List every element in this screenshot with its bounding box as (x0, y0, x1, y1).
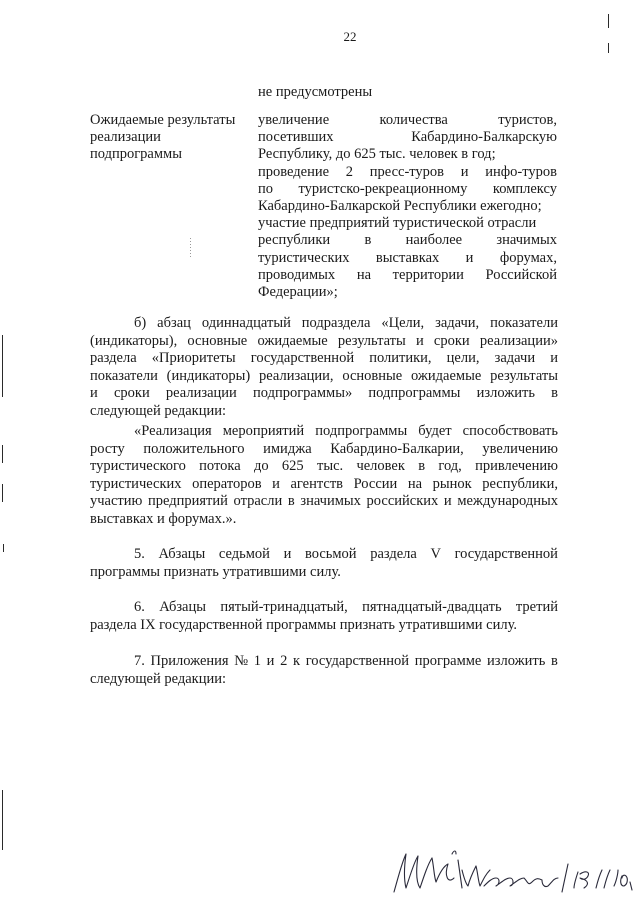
margin-mark (2, 484, 3, 502)
word: рынок (432, 475, 472, 492)
word: участию (90, 493, 143, 510)
word: 2 (280, 653, 288, 669)
word: республики, (482, 475, 558, 492)
word: к (292, 653, 301, 669)
word: показатели (90, 367, 158, 384)
word: реализации, (259, 367, 334, 384)
word: в (418, 458, 426, 475)
word: ожидаемые (411, 367, 482, 384)
word: 5. (134, 546, 145, 562)
paragraph-line (90, 385, 558, 402)
word: Российской (485, 266, 557, 283)
word: увеличение (258, 112, 330, 128)
word: и (272, 475, 280, 492)
word: результаты (337, 332, 406, 349)
word: задачи (494, 350, 536, 367)
word: Кабардино-Балкарии, (330, 440, 464, 457)
word: международных (457, 493, 558, 510)
word: российских (366, 493, 439, 510)
word: привлечению (475, 458, 558, 475)
word: 7. (134, 653, 145, 669)
word: и (460, 163, 469, 180)
word: и (443, 493, 452, 510)
word: выставках и форумах.». (90, 511, 237, 527)
item-line (90, 617, 517, 634)
value-line (258, 232, 557, 249)
value-line (258, 284, 338, 301)
margin-mark (2, 445, 3, 463)
word: подпрограммы» (253, 385, 353, 402)
word: потока (199, 458, 241, 475)
word: проведение (258, 163, 330, 180)
word: Абзацы (159, 599, 206, 615)
word: участие предприятий туристической отрасли (258, 215, 537, 232)
word: «Реализация (134, 423, 212, 439)
value-line (258, 146, 557, 163)
word: и (465, 249, 474, 266)
word: пресс-туров (369, 163, 445, 180)
word: «Приоритеты (151, 350, 236, 367)
word: в (551, 653, 558, 669)
paragraph-line (90, 368, 558, 385)
quote-line (90, 493, 558, 510)
word: год, (438, 458, 462, 475)
word: Кабардино-Балкарской Республики ежегодно; (258, 198, 542, 214)
word: цели, (446, 350, 480, 367)
word: отрасли (233, 493, 283, 510)
quote-line (90, 441, 558, 458)
margin-mark (2, 335, 3, 397)
word: одиннадцатый (201, 315, 291, 331)
word: комплексу (492, 180, 557, 197)
word: абзац (157, 315, 191, 331)
word: выставках (375, 249, 440, 266)
word: 625 (281, 458, 304, 475)
word: росту (90, 440, 125, 457)
word: по (258, 180, 274, 197)
quote-line (90, 476, 558, 493)
word: V (430, 546, 441, 562)
margin-mark (608, 43, 609, 53)
label-line: Ожидаемые результаты (90, 112, 236, 128)
value-line (258, 129, 557, 146)
word: республики (258, 232, 331, 249)
word: сроки (113, 385, 150, 402)
word: положительного (143, 440, 245, 457)
word: туристов, (498, 112, 557, 128)
word: увеличению (482, 440, 558, 457)
word: третий (515, 599, 558, 615)
word: 2 (345, 163, 354, 180)
word: операторов (192, 475, 262, 492)
label-line: подпрограммы (90, 146, 182, 162)
margin-mark (608, 14, 609, 28)
word: способствовать (462, 423, 558, 439)
word: 6. (134, 599, 145, 615)
word: № (234, 653, 249, 669)
word: б) (134, 315, 147, 331)
word: туристического (90, 458, 186, 475)
word: реализации» (479, 332, 558, 349)
quote-line (90, 511, 236, 528)
value-line (258, 112, 557, 129)
word: посетивших (258, 129, 334, 146)
word: Республику, до 625 тыс. человек в год; (258, 146, 496, 163)
word: основные (342, 367, 403, 384)
word: пятнадцатый-двадцать (362, 599, 502, 615)
word: государственной (250, 350, 355, 367)
item-line (90, 564, 341, 581)
paragraph-line (90, 333, 558, 350)
word: наиболее (405, 232, 463, 249)
word: России (353, 475, 398, 492)
word: задачи, (435, 315, 480, 331)
word: в (551, 385, 558, 402)
paragraph-line (90, 350, 558, 367)
scan-dots (190, 238, 191, 258)
word: человек (356, 458, 405, 475)
word: следующей редакции: (90, 670, 227, 687)
word: и (90, 385, 98, 402)
word: основные (187, 332, 248, 349)
word: «Цели, (381, 315, 425, 331)
value-line (258, 181, 557, 198)
word: подпрограммы (368, 385, 461, 402)
item-line (134, 546, 558, 563)
word: тыс. (316, 458, 344, 475)
value-line (258, 267, 557, 284)
item-line (134, 599, 558, 616)
word: на (407, 475, 423, 492)
word: раздела IX государственной программы признать утратившими силу. (90, 616, 518, 633)
value-line (258, 215, 557, 232)
word: количества (379, 112, 448, 128)
paragraph-line (134, 315, 558, 332)
word: следующей редакции: (90, 403, 227, 419)
word: 1 (253, 653, 261, 669)
word: показатели (490, 315, 558, 331)
word: будет (418, 423, 452, 439)
word: Кабардино-Балкарскую (411, 129, 557, 146)
word: Федерации»; (258, 284, 338, 300)
top-line: не предусмотрены (258, 84, 373, 100)
value-line (258, 250, 557, 267)
word: седьмой (218, 546, 270, 562)
word: мероприятий (222, 423, 305, 439)
page-number: 22 (343, 29, 357, 44)
value-line (258, 164, 557, 181)
word: ожидаемые (257, 332, 328, 349)
word: результаты (490, 367, 558, 384)
word: политики, (369, 350, 432, 367)
word: изложить (476, 385, 535, 402)
word: инфо-туров (485, 163, 557, 180)
value-line (258, 198, 557, 215)
word: проводимых (258, 266, 336, 283)
word: сроки (433, 332, 470, 349)
word: территории (392, 266, 464, 283)
word: на (356, 266, 372, 283)
word: агентств (290, 475, 344, 492)
word: Абзацы (158, 546, 206, 562)
word: (индикаторы) (166, 367, 251, 384)
word: восьмой (304, 546, 357, 562)
word: до (253, 458, 269, 475)
word: подраздела (301, 315, 371, 331)
handwritten-signature (392, 848, 638, 898)
word: и (266, 653, 275, 669)
label-line: реализации (90, 129, 161, 145)
word: программы признать утратившими силу. (90, 563, 341, 580)
word: предприятий (147, 493, 228, 510)
word: и (550, 350, 558, 367)
word: туристических (90, 475, 182, 492)
word: туристско-рекреационному (298, 180, 468, 197)
word: значимых (496, 232, 557, 249)
word: государственной (454, 546, 558, 562)
word: (индикаторы), (90, 332, 178, 349)
word: раздела (370, 546, 417, 562)
paragraph-line (90, 403, 226, 420)
quote-line (134, 423, 558, 440)
word: пятый-тринадцатый, (220, 599, 348, 615)
word: подпрограммы (315, 423, 408, 439)
margin-mark (3, 544, 4, 552)
word: в (364, 232, 372, 249)
word: и (283, 546, 292, 562)
word: программе (414, 653, 482, 669)
word: значимых (300, 493, 361, 510)
item-line (90, 671, 226, 688)
word: государственной (305, 653, 410, 669)
word: форумах, (499, 249, 557, 266)
word: в (287, 493, 295, 510)
word: изложить (487, 653, 546, 669)
word: реализации (165, 385, 237, 402)
word: туристических (258, 249, 350, 266)
word: раздела (90, 350, 137, 367)
word: имиджа (263, 440, 312, 457)
margin-mark (2, 790, 3, 850)
item-line (134, 653, 558, 670)
word: и (415, 332, 424, 349)
quote-line (90, 458, 558, 475)
word: Приложения (150, 653, 229, 669)
